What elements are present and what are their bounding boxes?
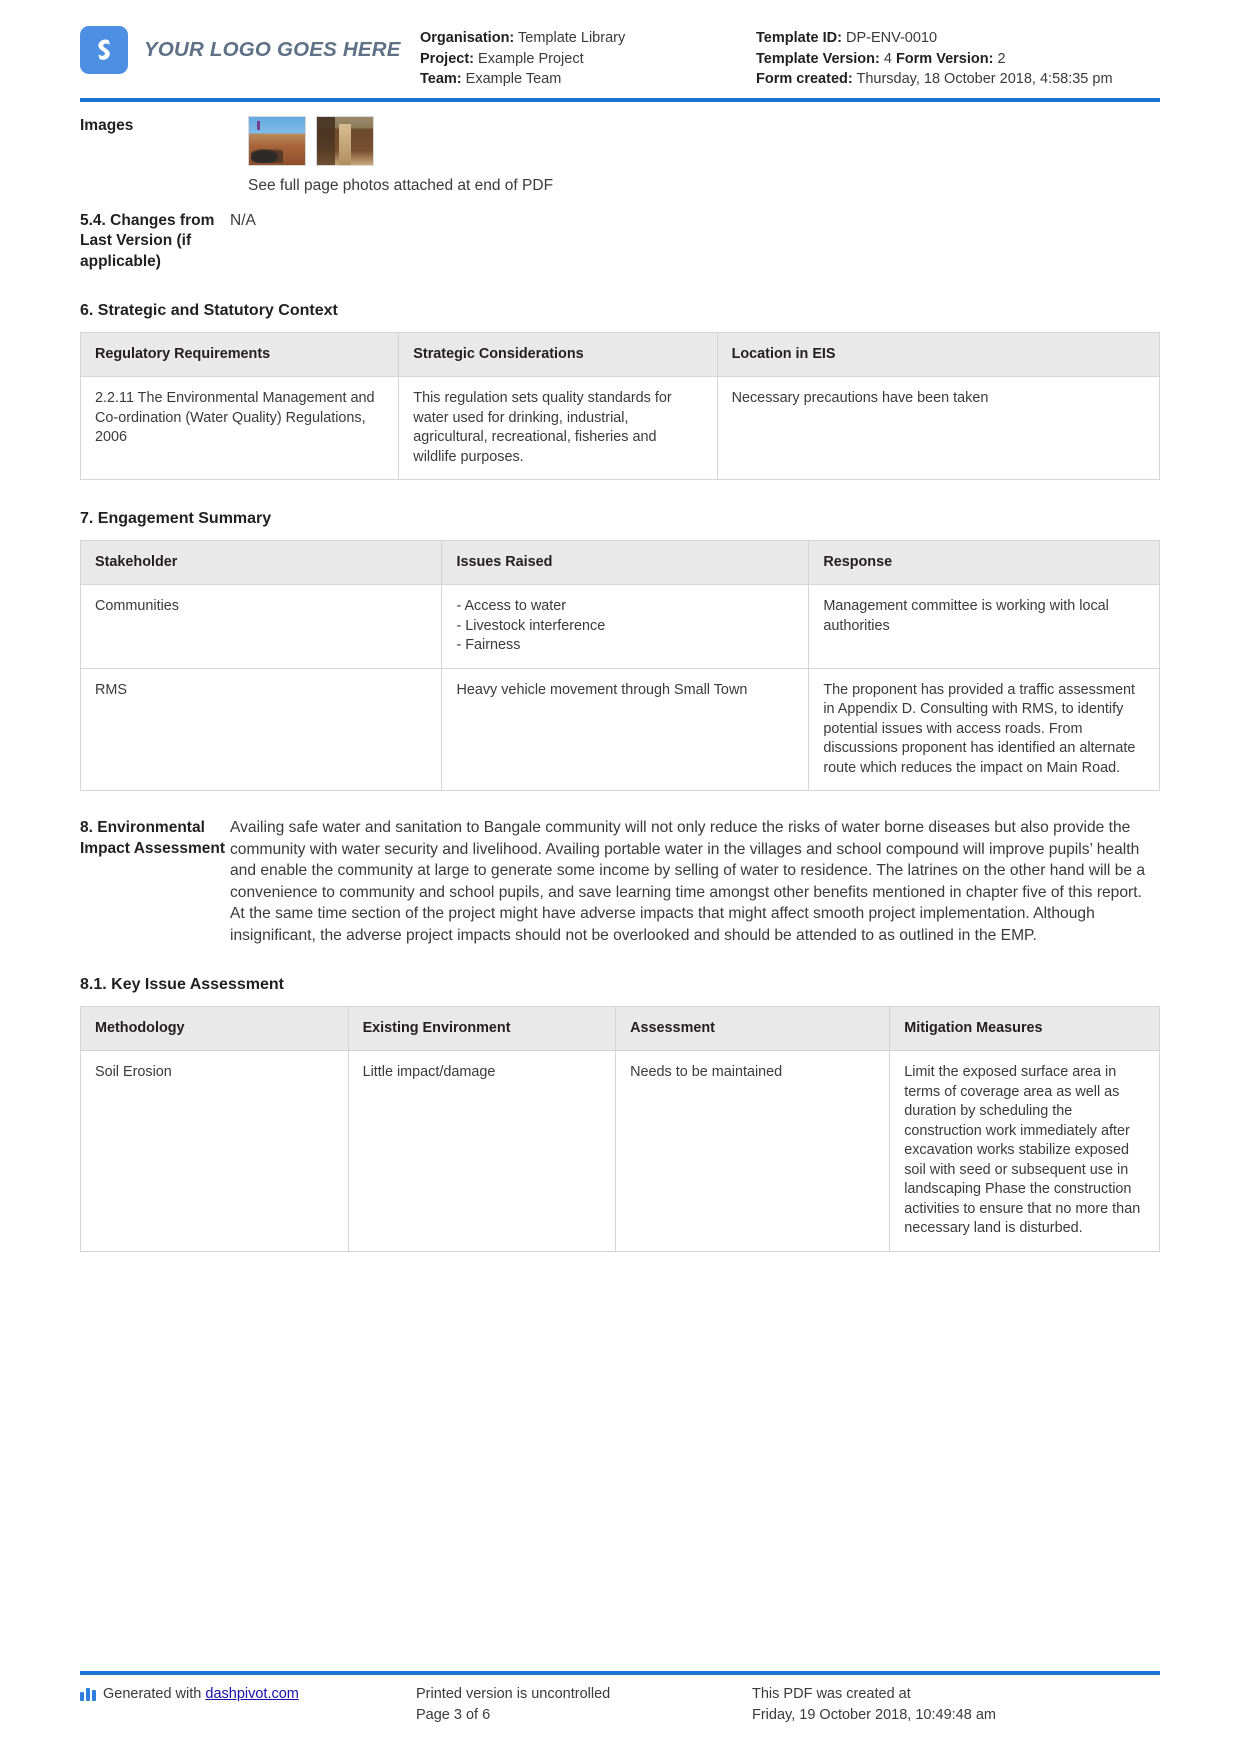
cell-issues-raised [442,585,809,669]
engagement-summary-table [80,540,1160,791]
key-issue-assessment-table [80,1006,1160,1252]
site-excavation-photo-thumbnail[interactable] [248,116,306,166]
cell-existing-environment: Little impact/damage [348,1051,616,1252]
column-header-location-in-eis: Location in EIS [717,333,1159,377]
changes-field-value: N/A [230,211,256,229]
generated-with-label: Generated with [103,1686,206,1702]
image-thumbnail-list [248,116,1160,166]
created-at-value: Friday, 19 October 2018, 10:49:48 am [752,1707,996,1723]
section-8-body: Availing safe water and sanitation to Bangale community will not only reduce the risks of water borne diseases but also provide the community with water security and livelihood. Availing portable water in the villages and school compound will improve pupils’ health and enable the community at large to generate some income by selling of water to residence. The latrines on the other hand will be a convenience to community and school pupils, and save learning time amongst other benefits mentioned in chapter five of this report. At the same time section of the project might have adverse impacts that might affect smooth project implementation. Although insignificant, the adverse project impacts should not be overlooked and should be attended to as outlined in the EMP. [230,819,1146,944]
issue-item: - Access to water [456,598,567,614]
images-field-row [80,116,1160,197]
form-version-label: Form Version: [895,50,994,67]
cell-location-in-eis: Necessary precautions have been taken [717,377,1159,480]
header-meta-versions [756,49,1160,70]
project-label: Project: [420,50,474,67]
column-header-stakeholder: Stakeholder [81,541,442,585]
organisation-value: Template Library [514,30,626,46]
template-id-value: DP-ENV-0010 [841,30,938,46]
column-header-mitigation-measures: Mitigation Measures [890,1007,1160,1051]
header-divider [80,98,1160,102]
template-version-label: Template Version: [756,50,880,67]
changes-field-row [80,211,1160,273]
trench-excavation-photo-thumbnail[interactable] [316,116,374,166]
images-field-value [248,116,1160,197]
section-8-label: 8. Environmental Impact Assessment [80,819,226,857]
form-created-value: Thursday, 18 October 2018, 4:58:35 pm [852,71,1113,87]
organisation-label: Organisation: [420,30,515,46]
page-number: Page 3 of 6 [416,1707,491,1723]
header-meta-form-created [756,69,1160,90]
document-content [0,116,1240,1252]
cell-strategic-considerations: This regulation sets quality standards for water used for drinking, industrial, agricultural, recreational, fisheries and wildlife purposes. [399,377,717,480]
changes-field-label: 5.4. Changes from Last Version (if applicable) [80,211,215,270]
cell-methodology: Soil Erosion [81,1051,349,1252]
issue-item: - Livestock interference [456,617,606,634]
cell-stakeholder: RMS [81,668,442,791]
table-row [81,668,1160,791]
cell-regulatory-requirements: 2.2.11 The Environmental Management and Co-ordination (Water Quality) Regulations, 2006 [81,377,399,480]
footer-generated-with [80,1684,416,1726]
section-6-heading: 6. Strategic and Statutory Context [80,302,338,319]
footer-created-at [752,1684,1160,1726]
team-label: Team: [420,71,462,87]
column-header-strategic-considerations: Strategic Considerations [399,333,717,377]
section-8-row [80,817,1160,946]
project-value: Example Project [474,50,584,67]
column-header-regulatory-requirements: Regulatory Requirements [81,333,399,377]
created-at-label: This PDF was created at [752,1686,911,1702]
form-created-label: Form created: [756,71,853,87]
header-meta-organisation [420,28,756,49]
cell-response: The proponent has provided a traffic assessment in Appendix D. Consulting with RMS, to identify potential issues with access roads. From discussions proponent has identified an alternate route which reduces the impact on Main Road. [809,668,1160,791]
table-row [81,585,1160,669]
strategic-statutory-context-table [80,332,1160,480]
logo-block [80,18,420,74]
table-header-row [81,333,1160,377]
footer-print-status [416,1684,752,1726]
section-7-heading: 7. Engagement Summary [80,510,272,527]
table-header-row [81,1007,1160,1051]
team-value: Example Team [461,71,562,87]
dashpivot-link[interactable]: dashpivot.com [205,1686,299,1702]
s-swirl-logo-icon [80,26,128,74]
images-caption: See full page photos attached at end of PDF [248,177,554,194]
column-header-existing-environment: Existing Environment [348,1007,616,1051]
table-header-row [81,541,1160,585]
table-row [81,377,1160,480]
cell-mitigation-measures: Limit the exposed surface area in terms of coverage area as well as duration by scheduling the construction work immediately after excavation works stabilize exposed soil with seed or subsequent use in landscaping Phase the construction activities to ensure that no more than necessary land is disturbed. [890,1051,1160,1252]
document-header [0,0,1240,92]
issue-item: - Fairness [456,637,521,653]
header-meta-team [420,69,756,90]
logo-text: YOUR LOGO GOES HERE [144,38,401,61]
table-row [81,1051,1160,1252]
section-8-1-heading: 8.1. Key Issue Assessment [80,976,284,993]
uncontrolled-notice: Printed version is uncontrolled [416,1686,611,1702]
header-meta-left [420,18,756,90]
cell-stakeholder: Communities [81,585,442,669]
cell-assessment: Needs to be maintained [616,1051,890,1252]
template-id-label: Template ID: [756,30,842,46]
header-meta-right [756,18,1160,90]
header-meta-project [420,49,756,70]
cell-issues-raised: Heavy vehicle movement through Small Town [442,668,809,791]
header-meta-template-id [756,28,1160,49]
column-header-response: Response [809,541,1160,585]
column-header-issues-raised: Issues Raised [442,541,809,585]
cell-response: Management committee is working with local authorities [809,585,1160,669]
document-footer [80,1671,1160,1726]
column-header-methodology: Methodology [81,1007,349,1051]
bar-chart-icon [80,1687,96,1701]
template-version-value: 4 [879,50,896,67]
images-field-label: Images [80,117,134,134]
footer-divider [80,1671,1160,1675]
column-header-assessment: Assessment [616,1007,890,1051]
form-version-value: 2 [993,50,1006,67]
